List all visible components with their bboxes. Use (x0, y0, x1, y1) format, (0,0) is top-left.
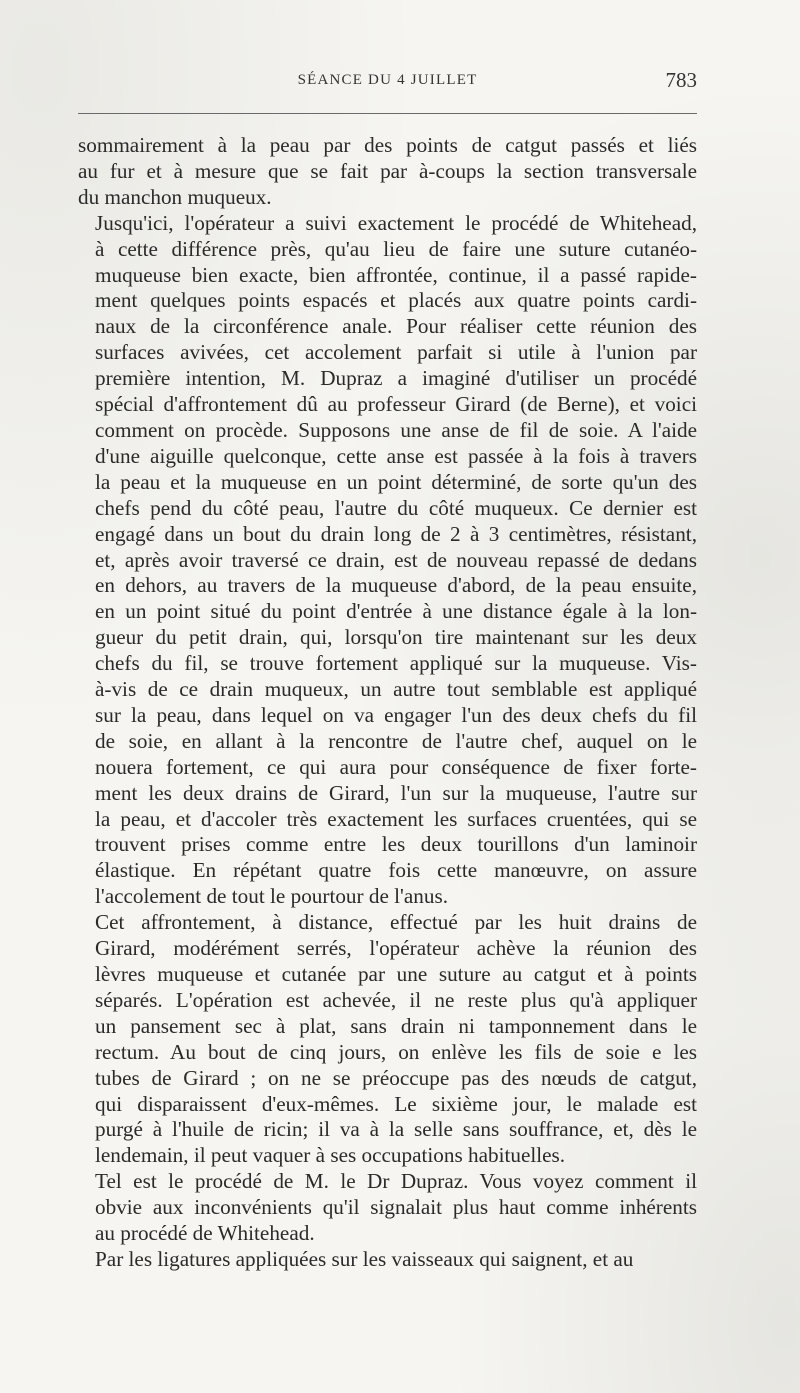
text-line: sur la peau, dans lequel on va engager l'un des deux chefs du fil (95, 702, 697, 727)
paragraph (78, 910, 697, 1169)
paragraph (78, 1247, 697, 1273)
running-head: SÉANCE DU 4 JUILLET (297, 72, 478, 88)
paragraph (78, 1169, 697, 1247)
text-line: obvie aux inconvénients qu'il signalait plus haut comme inhérents (95, 1195, 697, 1220)
text-line: trouvent prises comme entre les deux tourillons d'un laminoir (95, 832, 697, 857)
text-line: la peau et la muqueuse en un point déterminé, de sorte qu'un des (95, 469, 697, 494)
text-line: première intention, M. Dupraz a imaginé d'utiliser un procédé (95, 366, 697, 391)
page-number: 783 (665, 68, 697, 92)
text-line: Tel est le procédé de M. le Dr Dupraz. Vous voyez comment il (95, 1169, 697, 1194)
text-line: au procédé de Whitehead. (95, 1221, 315, 1246)
text-line: sommairement à la peau par des points de catgut passés et liés (78, 133, 697, 157)
text-line: gueur du petit drain, qui, lorsqu'on tire maintenant sur les deux (95, 625, 697, 650)
text-line: élastique. En répétant quatre fois cette manœuvre, on assure (95, 858, 697, 883)
text-line: du manchon muqueux. (78, 184, 272, 209)
text-line: Cet affrontement, à distance, effectué par les huit drains de (95, 910, 697, 935)
text-line: de soie, en allant à la rencontre de l'autre chef, auquel on le (95, 728, 697, 753)
text-line: à-vis de ce drain muqueux, un autre tout semblable est appliqué (95, 677, 697, 702)
header-rule (78, 113, 697, 114)
text-line: l'accolement de tout le pourtour de l'anus. (95, 884, 448, 909)
text-line: Jusqu'ici, l'opérateur a suivi exactement le procédé de Whitehead, (95, 210, 697, 235)
text-line: au fur et à mesure que se fait par à-coups la section transversale (78, 158, 697, 183)
text-line: un pansement sec à plat, sans drain ni tamponnement dans le (95, 1013, 697, 1038)
text-line: séparés. L'opération est achevée, il ne reste plus qu'à appliquer (95, 987, 697, 1012)
text-line: Par les ligatures appliquées sur les vaisseaux qui saignent, et au (95, 1246, 634, 1271)
text-line: rectum. Au bout de cinq jours, on enlève les fils de soie e les (95, 1039, 697, 1064)
text-line: comment on procède. Supposons une anse de fil de soie. A l'aide (95, 417, 697, 442)
text-line: spécial d'affrontement dû au professeur Girard (de Berne), et voici (95, 392, 697, 417)
text-line: purgé à l'huile de ricin; il va à la selle sans souffrance, et, dès le (95, 1117, 697, 1142)
text-line: ment quelques points espacés et placés aux quatre points cardi- (95, 288, 697, 313)
text-line: en un point situé du point d'entrée à une distance égale à la lon- (95, 599, 697, 624)
text-line: tubes de Girard ; on ne se préoccupe pas des nœuds de catgut, (95, 1065, 697, 1090)
text-line: chefs pend du côté peau, l'autre du côté muqueux. Ce dernier est (95, 495, 697, 520)
text-line: engagé dans un bout du drain long de 2 à 3 centimètres, résistant, (95, 521, 697, 546)
text-line: la peau, et d'accoler très exactement les surfaces cruentées, qui se (95, 806, 697, 831)
text-line: nouera fortement, ce qui aura pour conséquence de fixer forte- (95, 754, 697, 779)
text-line: en dehors, au travers de la muqueuse d'abord, de la peau ensuite, (95, 573, 697, 598)
paragraph (78, 211, 697, 910)
page-header (78, 68, 697, 96)
text-line: chefs du fil, se trouve fortement appliqué sur la muqueuse. Vis- (95, 651, 697, 676)
text-line: qui disparaissent d'eux-mêmes. Le sixième jour, le malade est (95, 1091, 697, 1116)
text-line: ment les deux drains de Girard, l'un sur la muqueuse, l'autre sur (95, 780, 697, 805)
text-line: lendemain, il peut vaquer à ses occupations habituelles. (95, 1143, 566, 1168)
text-line: surfaces avivées, cet accolement parfait si utile à l'union par (95, 340, 697, 365)
text-line: muqueuse bien exacte, bien affrontée, continue, il a passé rapide- (95, 262, 697, 287)
paragraph (78, 133, 697, 211)
text-line: à cette différence près, qu'au lieu de faire une suture cutanéo- (95, 236, 697, 261)
body-text (78, 133, 697, 1273)
text-line: Girard, modérément serrés, l'opérateur achève la réunion des (95, 936, 697, 961)
text-line: d'une aiguille quelconque, cette anse est passée à la fois à travers (95, 443, 697, 468)
text-line: naux de la circonférence anale. Pour réaliser cette réunion des (95, 314, 697, 339)
text-line: lèvres muqueuse et cutanée par une suture au catgut et à points (95, 962, 697, 986)
text-line: et, après avoir traversé ce drain, est de nouveau repassé de dedans (95, 547, 697, 572)
